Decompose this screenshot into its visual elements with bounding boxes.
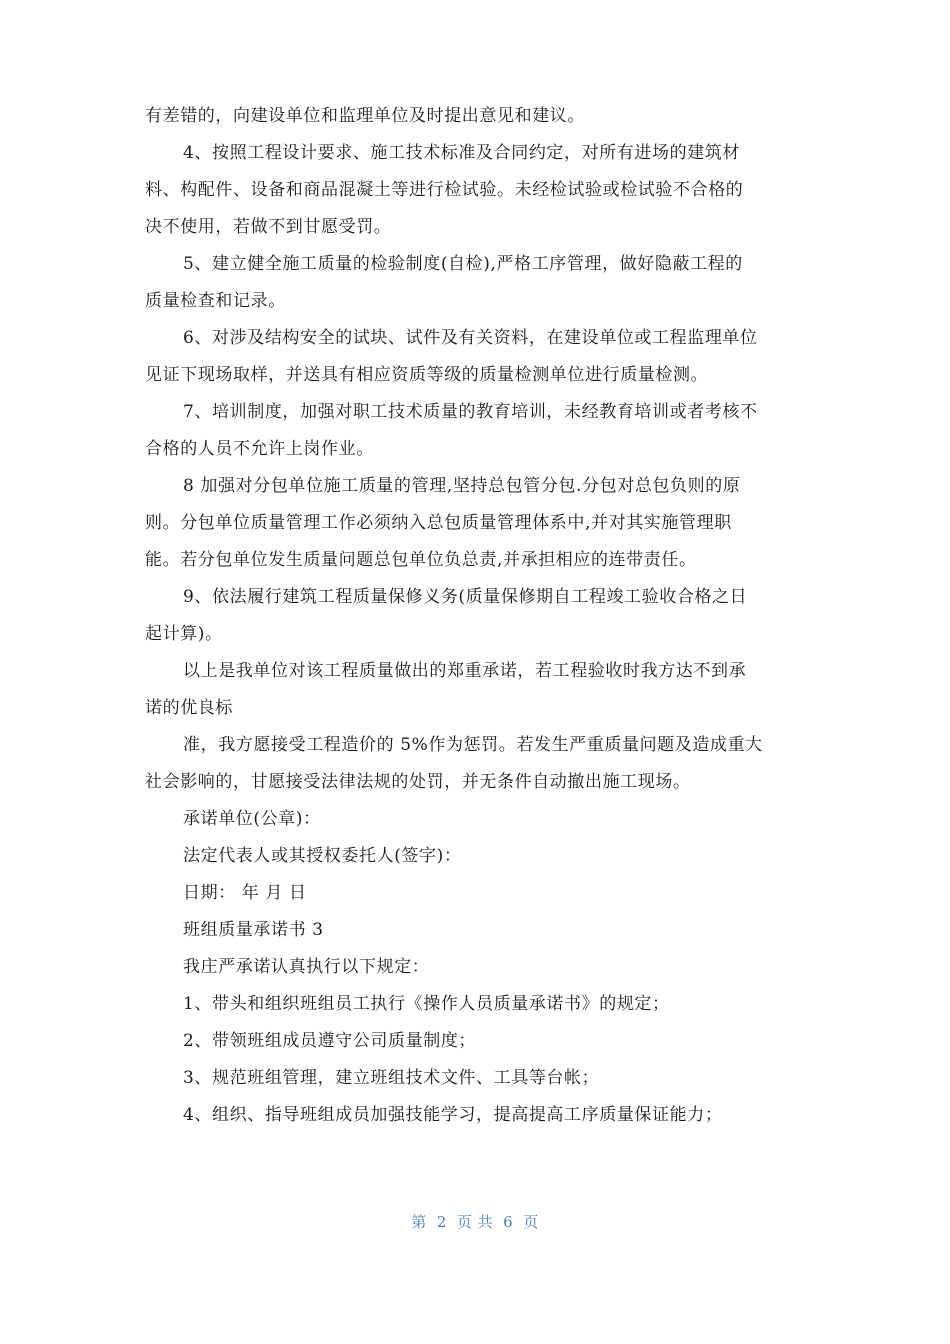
document-body [145,98,810,1134]
text-line: 3、规范班组管理，建立班组技术文件、工具等台帐； [183,1068,600,1088]
footer-ye-gong: 页 共 [456,1213,494,1231]
page-footer [0,1211,950,1232]
text-line: 7、培训制度，加强对职工技术质量的教育培训，未经教育培训或者考核不 [183,402,758,422]
footer-di: 第 [411,1213,427,1231]
text-line: 质量检查和记录。 [145,291,286,311]
text-line: 日期： 年 月 日 [183,883,307,903]
footer-page-number: 2 [436,1213,447,1231]
text-line: 法定代表人或其授权委托人(签字)： [183,846,462,866]
text-line: 班组质量承诺书 3 [183,920,324,940]
text-line: 则。分包单位质量管理工作必须纳入总包质量管理体系中,并对其实施管理职 [145,513,732,533]
text-line: 6、对涉及结构安全的试块、试件及有关资料，在建设单位或工程监理单位 [183,328,758,348]
text-line: 见证下现场取样，并送具有相应资质等级的质量检测单位进行质量检测。 [145,365,709,385]
text-line: 有差错的，向建设单位和监理单位及时提出意见和建议。 [145,106,585,126]
text-line: 决不使用，若做不到甘愿受罚。 [145,217,392,237]
text-line: 准，我方愿接受工程造价的 5%作为惩罚。若发生严重质量问题及造成重大 [183,735,763,755]
text-line: 1、带头和组织班组员工执行《操作人员质量承诺书》的规定； [183,994,670,1014]
text-line: 能。若分包单位发生质量问题总包单位负总责,并承担相应的连带责任。 [145,550,697,570]
text-line: 以上是我单位对该工程质量做出的郑重承诺，若工程验收时我方达不到承 [183,661,747,681]
text-line: 9、依法履行建筑工程质量保修义务(质量保修期自工程竣工验收合格之日 [183,587,748,607]
text-line: 我庄严承诺认真执行以下规定： [183,957,430,977]
text-line: 诺的优良标 [145,698,233,718]
text-line: 料、构配件、设备和商品混凝土等进行检试验。未经检试验或检试验不合格的 [145,180,744,200]
text-line: 起计算)。 [145,624,223,644]
text-line: 2、带领班组成员遵守公司质量制度； [183,1031,477,1051]
footer-ye: 页 [523,1213,539,1231]
text-line: 承诺单位(公章)： [183,809,321,829]
footer-total-pages: 6 [503,1213,514,1231]
text-line: 5、建立健全施工质量的检验制度(自检),严格工序管理，做好隐蔽工程的 [183,254,743,274]
text-line: 社会影响的，甘愿接受法律法规的处罚，并无条件自动撤出施工现场。 [145,772,691,792]
text-line: 4、组织、指导班组成员加强技能学习，提高提高工序质量保证能力； [183,1105,723,1125]
text-line: 合格的人员不允许上岗作业。 [145,439,374,459]
text-line: 8 加强对分包单位施工质量的管理,坚持总包管分包.分包对总包负则的原 [183,476,741,496]
text-line: 4、按照工程设计要求、施工技术标准及合同约定，对所有进场的建筑材 [183,143,741,163]
